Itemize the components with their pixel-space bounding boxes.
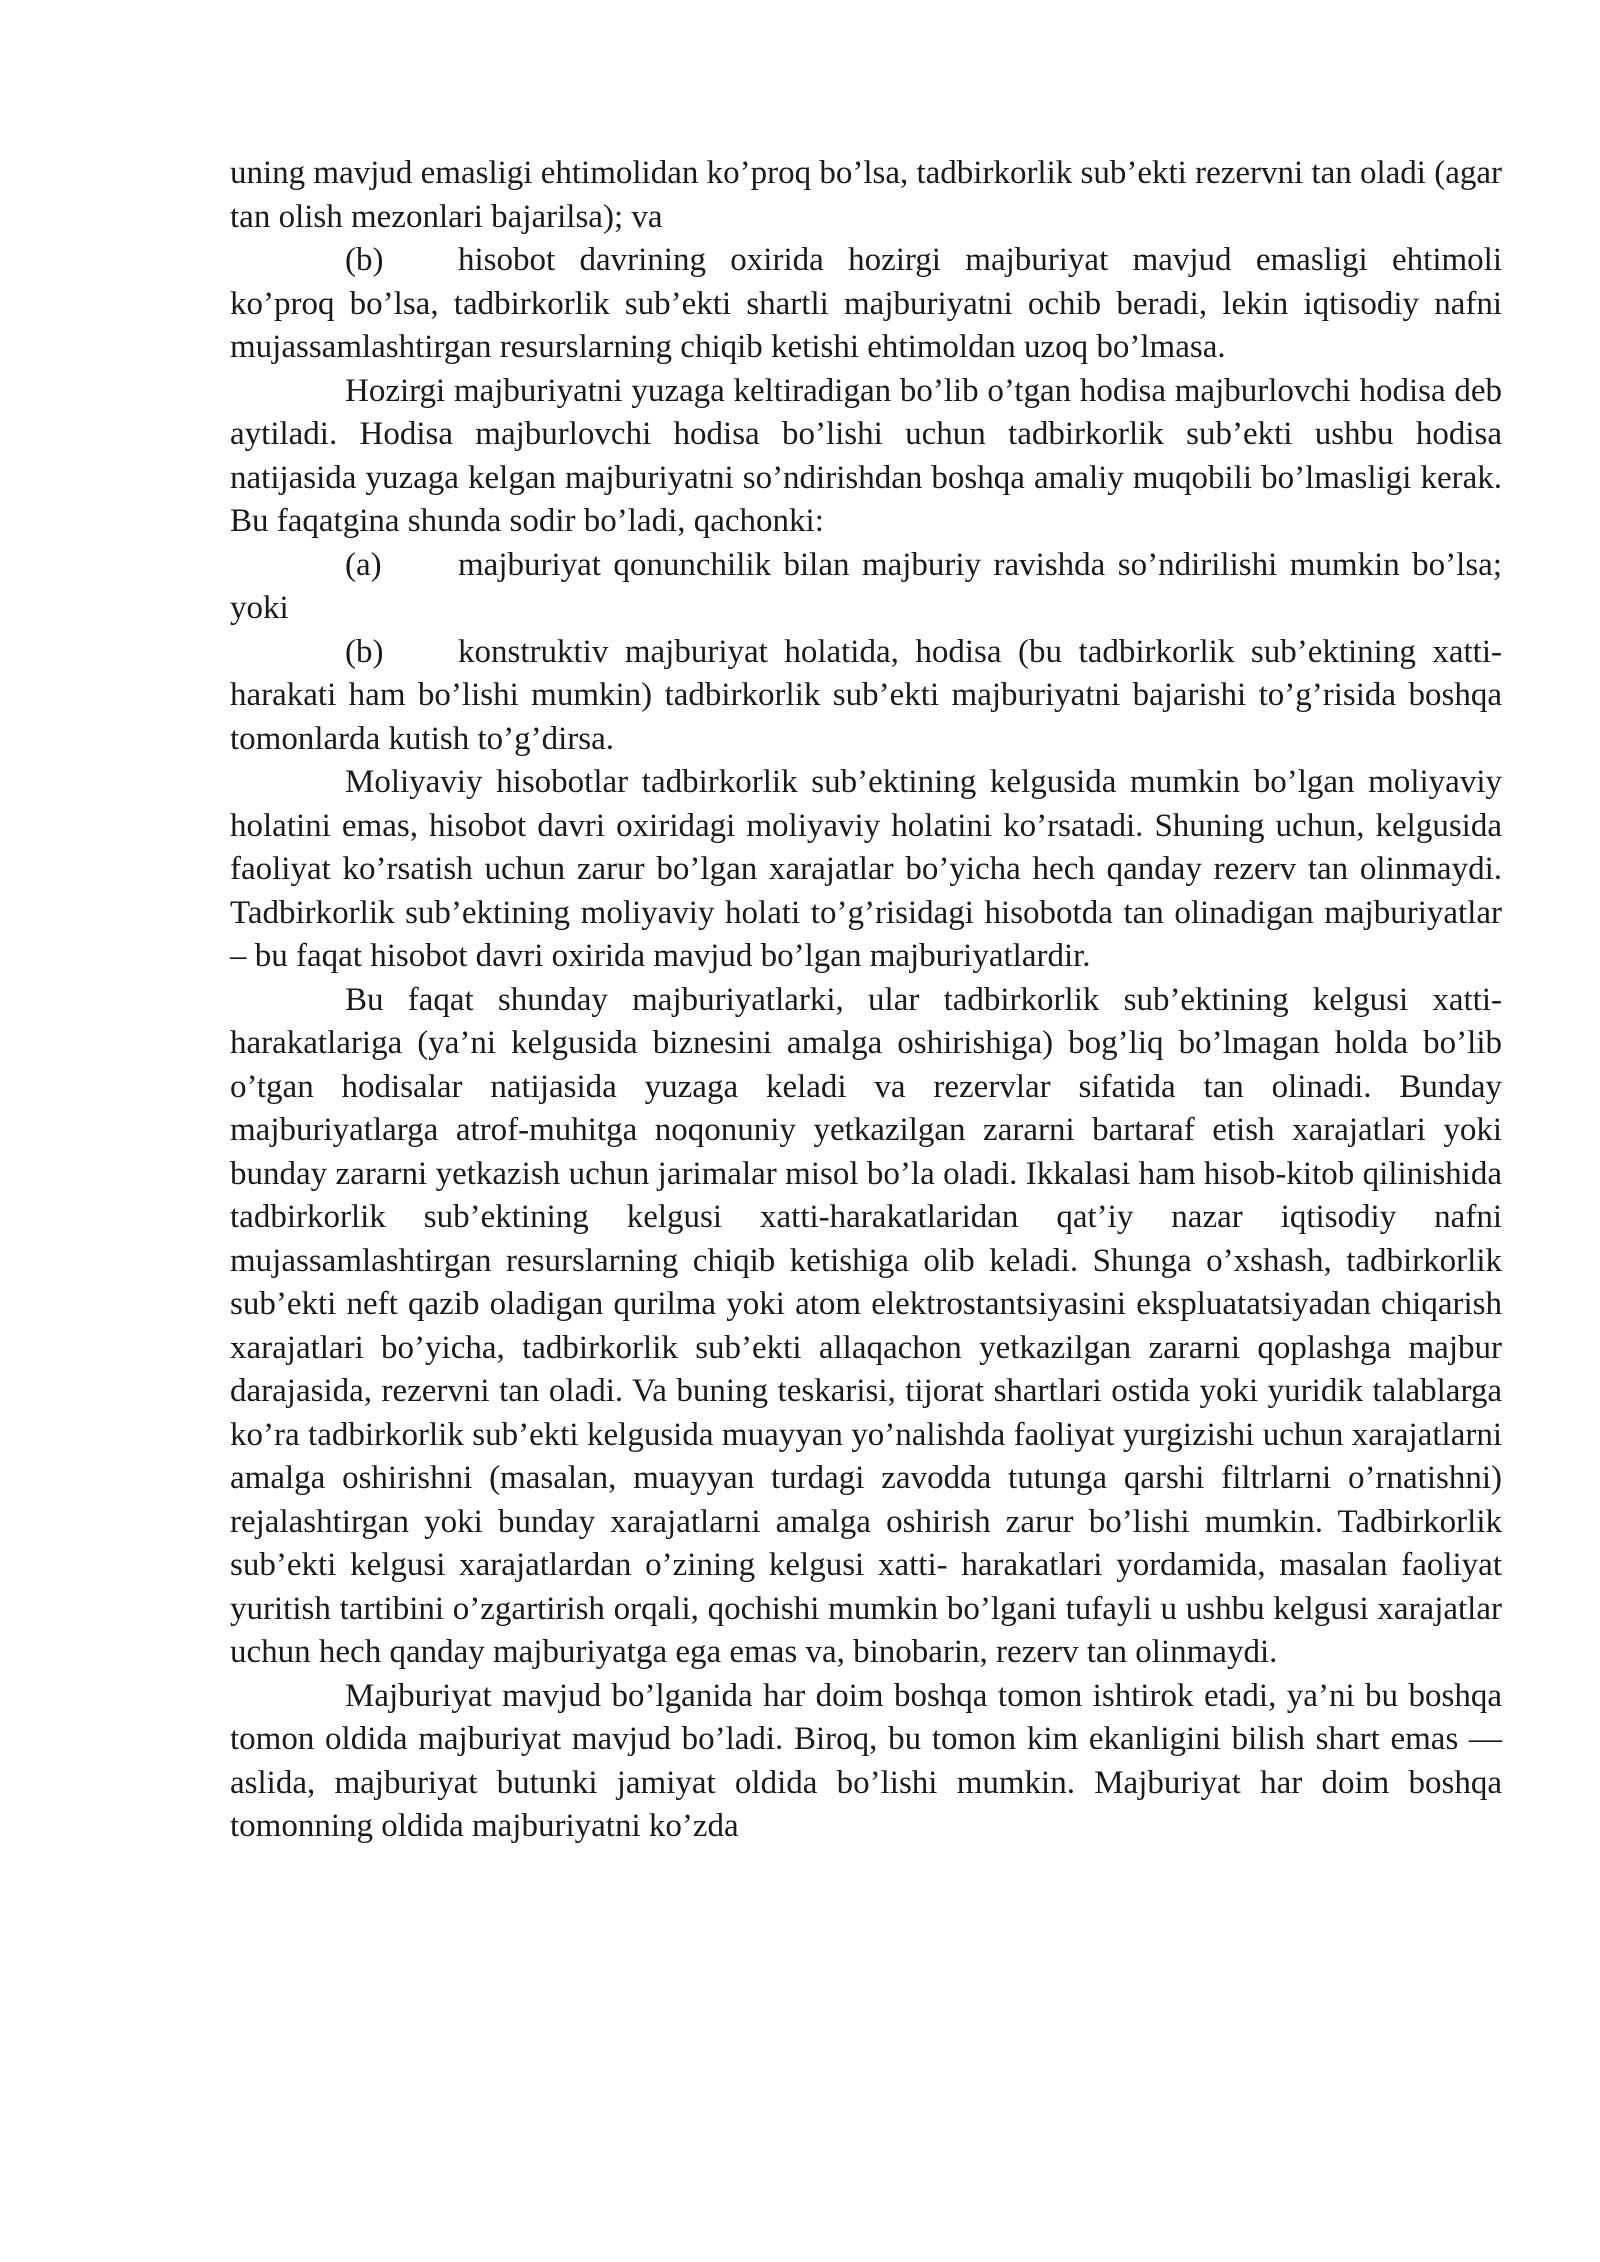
document-page (230, 152, 1502, 1849)
list-item-text: konstruktiv majburiyat holatida, hodisa (bu tadbirkorlik sub’ektining xatti-harakati ham bo’lishi mumkin) tadbirkorlik sub’ekti majburiyatni bajarishi to’g’risida boshqa tomonlarda kutish to’g’dirsa. (230, 633, 1502, 757)
list-marker: (b) (345, 633, 384, 670)
list-marker: (a) (345, 546, 382, 583)
paragraph-continuation: uning mavjud emasligi ehtimolidan ko’proq bo’lsa, tadbirkorlik sub’ekti rezervni tan oladi (agar tan olish mezonlari bajarilsa); va (230, 155, 1502, 235)
list-item-b-first (230, 239, 1502, 370)
list-item-a (230, 544, 1502, 631)
paragraph-moliyaviy-hisobotlar: Moliyaviy hisobotlar tadbirkorlik sub’ektining kelgusida mumkin bo’lgan moliyaviy holatini emas, hisobot davri oxiridagi moliyaviy holatini ko’rsatadi. Shuning uchun, kelgusida faoliyat ko’rsatish uchun zarur bo’lgan xarajatlar bo’yicha hech qanday rezerv tan olinmaydi. Tadbirkorlik sub’ektining moliyaviy holati to’g’risidagi hisobotda tan olinadigan majburiyatlar – bu faqat hisobot davri oxirida mavjud bo’lgan majburiyatlardir. (230, 764, 1502, 974)
list-item-b-second (230, 631, 1502, 762)
paragraph-boshqa-tomon: Majburiyat mavjud bo’lganida har doim boshqa tomon ishtirok etadi, ya’ni bu boshqa tomon oldida majburiyat mavjud bo’ladi. Biroq, bu tomon kim ekanligini bilish shart emas — aslida, majburiyat butunki jamiyat oldida bo’lishi mumkin. Majburiyat har doim boshqa tomonning oldida majburiyatni ko’zda (230, 1677, 1502, 1844)
list-item-text: hisobot davrining oxirida hozirgi majburiyat mavjud emasligi ehtimoli ko’proq bo’lsa, tadbirkorlik sub’ekti shartli majburiyatni ochib beradi, lekin iqtisodiy nafni mujassamlashtirgan resurslarning chiqib ketishi ehtimoldan uzoq bo’lmasa. (230, 242, 1502, 365)
paragraph-kelgusi-xatti-harakatlar: Bu faqat shunday majburiyatlarki, ular tadbirkorlik sub’ektining kelgusi xatti- harakatlariga (ya’ni kelgusida biznesini amalga oshirishiga) bog’liq bo’lmagan holda bo’lib o’tgan hodisalar natijasida yuzaga keladi va rezervlar sifatida tan olinadi. Bunday majburiyatlarga atrof-muhitga noqonuniy yetkazilgan zararni bartaraf etish xarajatlari yoki bunday zararni yetkazish uchun jarimalar misol bo’la oladi. Ikkalasi ham hisob-kitob qilinishida tadbirkorlik sub’ektining kelgusi xatti-harakatlaridan qat’iy nazar iqtisodiy nafni mujassamlashtirgan resurslarning chiqib ketishiga olib keladi. Shunga o’xshash, tadbirkorlik sub’ekti neft qazib oladigan qurilma yoki atom elektrostantsiyasini ekspluatatsiyadan chiqarish xarajatlari bo’yicha, tadbirkorlik sub’ekti allaqachon yetkazilgan zararni qoplashga majbur darajasida, rezervni tan oladi. Va buning teskarisi, tijorat shartlari ostida yoki yuridik talablarga ko’ra tadbirkorlik sub’ekti kelgusida muayyan yo’nalishda faoliyat yurgizishi uchun xarajatlarni amalga oshirishni (masalan, muayyan turdagi zavodda tutunga qarshi filtrlarni o’rnatishni) rejalashtirgan yoki bunday xarajatlarni amalga oshirish zarur bo’lishi mumkin. Tadbirkorlik sub’ekti kelgusi xarajatlardan o’zining kelgusi xatti- harakatlari yordamida, masalan faoliyat yuritish tartibini o’zgartirish orqali, qochishi mumkin bo’lgani tufayli u ushbu kelgusi xarajatlar uchun hech qanday majburiyatga ega emas va, binobarin, rezerv tan olinmaydi. (230, 981, 1502, 1670)
paragraph-majburlovchi-hodisa: Hozirgi majburiyatni yuzaga keltiradigan bo’lib o’tgan hodisa majburlovchi hodisa deb aytiladi. Hodisa majburlovchi hodisa bo’lishi uchun tadbirkorlik sub’ekti ushbu hodisa natijasida yuzaga kelgan majburiyatni so’ndirishdan boshqa amaliy muqobili bo’lmasligi kerak. Bu faqatgina shunda sodir bo’ladi, qachonki: (230, 372, 1502, 539)
list-item-text: majburiyat qonunchilik bilan majburiy ravishda so’ndirilishi mumkin bo’lsa; yoki (230, 546, 1502, 626)
list-marker: (b) (345, 242, 384, 278)
